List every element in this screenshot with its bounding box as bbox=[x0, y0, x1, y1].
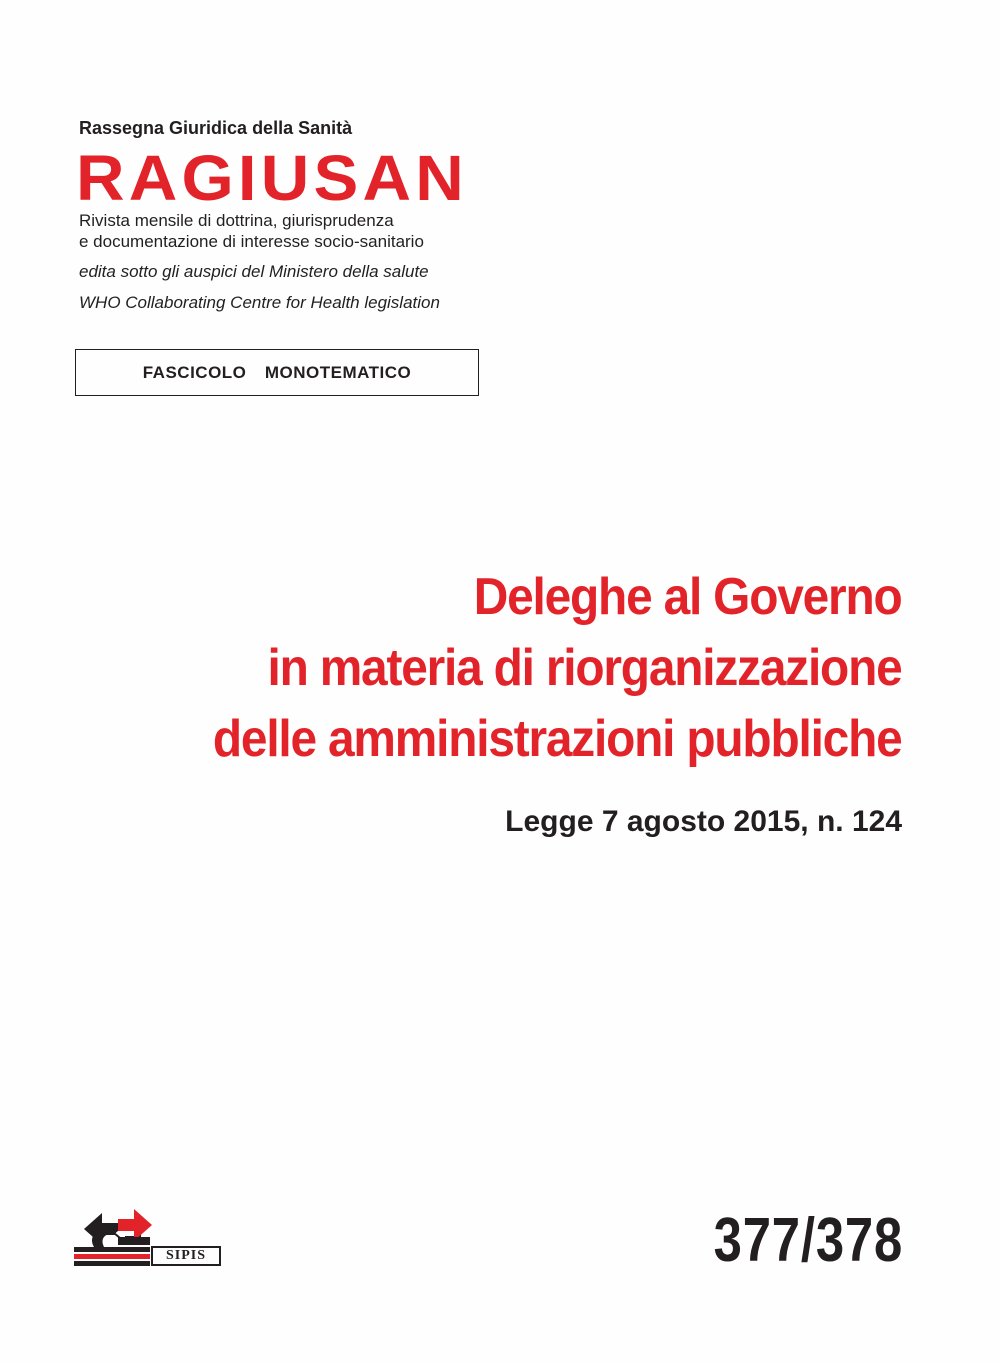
publisher-name: SIPIS bbox=[151, 1246, 221, 1266]
journal-brand: RAGIUSAN bbox=[76, 142, 469, 214]
issue-number: 377/378 bbox=[713, 1206, 903, 1275]
title-line-2: in materia di riorganizzazione bbox=[267, 639, 903, 697]
auspices-note: edita sotto gli auspici del Ministero della salute bbox=[79, 262, 429, 281]
description-line-1: Rivista mensile di dottrina, giurisprudenza bbox=[79, 211, 394, 230]
badge-label: FASCICOLO MONOTEMATICO bbox=[142, 362, 412, 382]
description-line-2: e documentazione di interesse socio-sanitario bbox=[79, 232, 424, 251]
title-line-1: Deleghe al Governo bbox=[474, 568, 902, 626]
issue-title bbox=[213, 562, 902, 775]
who-centre-note: WHO Collaborating Centre for Health legislation bbox=[79, 293, 440, 312]
title-line-3: delle amministrazioni pubbliche bbox=[213, 710, 902, 768]
monothematic-badge bbox=[75, 349, 479, 396]
series-name: Rassegna Giuridica della Sanità bbox=[79, 118, 353, 138]
law-reference: Legge 7 agosto 2015, n. 124 bbox=[505, 805, 902, 838]
